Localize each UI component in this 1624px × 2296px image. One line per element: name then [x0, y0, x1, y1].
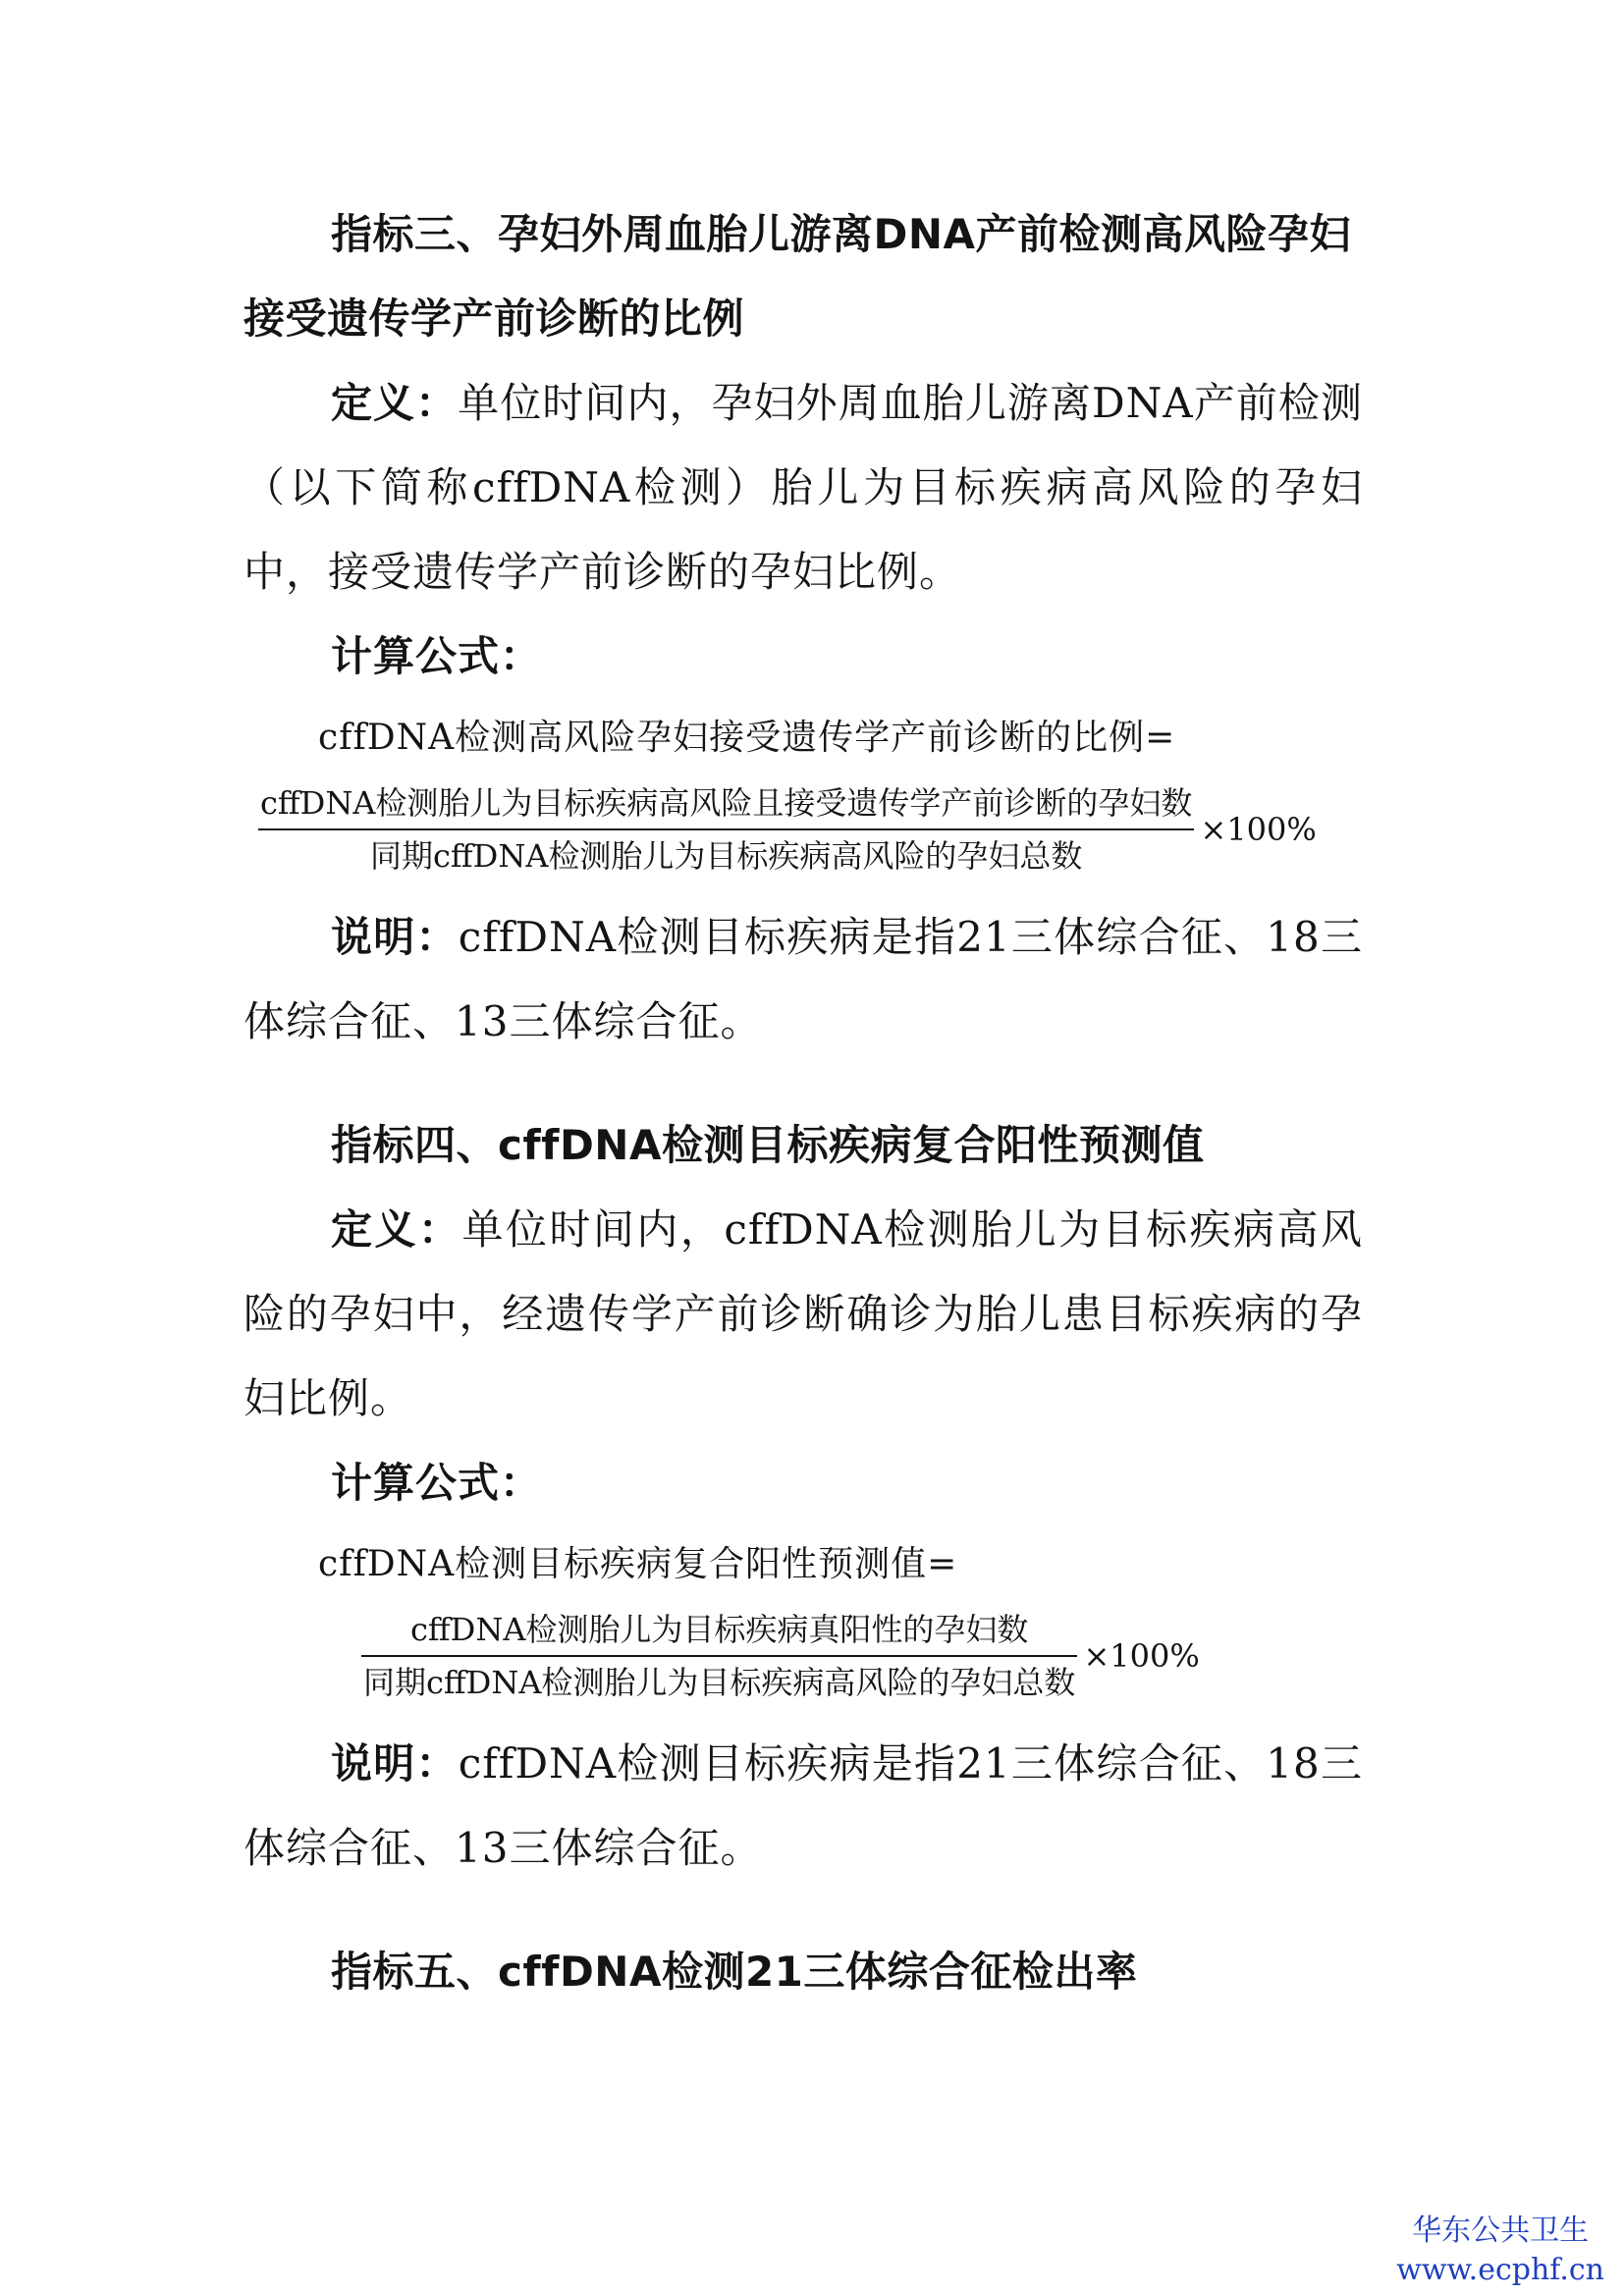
- section-gap: [244, 1891, 1363, 1930]
- note-text: cffDNA检测目标疾病是指21三体综合征、18三体综合征、13三体综合征。: [244, 1739, 1363, 1872]
- note-paragraph-3: [244, 895, 1363, 1064]
- formula-numerator: cffDNA检测胎儿为目标疾病高风险且接受遗传学产前诊断的孕妇数: [260, 784, 1193, 822]
- fraction-bar: [258, 828, 1194, 830]
- definition-text: 单位时间内，孕妇外周血胎儿游离DNA产前检测（以下简称cffDNA检测）胎儿为目标疾病高风险的孕妇中，接受遗传学产前诊断的孕妇比例。: [244, 379, 1363, 596]
- definition-lead: 定义：: [331, 379, 459, 427]
- note-text: cffDNA检测目标疾病是指21三体综合征、18三体综合征、13三体综合征。: [244, 913, 1363, 1045]
- formula-numerator: cffDNA检测胎儿为目标疾病真阳性的孕妇数: [410, 1611, 1029, 1648]
- section-gap: [244, 1064, 1363, 1103]
- definition-text: 单位时间内，cffDNA检测胎儿为目标疾病高风险的孕妇中，经遗传学产前诊断确诊为胎儿患目标疾病的孕妇比例。: [244, 1205, 1363, 1422]
- watermark-name: 华东公共卫生: [1412, 2214, 1590, 2248]
- formula-fraction-3: [258, 781, 1363, 878]
- definition-paragraph-4: [244, 1188, 1363, 1441]
- definition-paragraph-3: [244, 361, 1363, 614]
- section-heading-indicator-4: 指标四、cffDNA检测目标疾病复合阳性预测值: [331, 1121, 1205, 1169]
- site-watermark: [1396, 2212, 1604, 2290]
- formula-label-4: cffDNA检测目标疾病复合阳性预测值=: [318, 1544, 958, 1584]
- fraction: [258, 781, 1194, 878]
- note-paragraph-4: [244, 1722, 1363, 1891]
- document-page: [244, 192, 1363, 2014]
- formula-multiplier: ×100%: [1200, 811, 1317, 848]
- fraction-bar: [361, 1655, 1077, 1657]
- note-lead: 说明：: [331, 1739, 459, 1788]
- formula-denominator: 同期cffDNA检测胎儿为目标疾病高风险的孕妇总数: [370, 837, 1083, 875]
- formula-denominator: 同期cffDNA检测胎儿为目标疾病高风险的孕妇总数: [363, 1664, 1076, 1701]
- watermark-url: www.ecphf.cn: [1396, 2253, 1604, 2287]
- fraction: [361, 1608, 1077, 1704]
- definition-lead: 定义：: [331, 1205, 462, 1254]
- note-lead: 说明：: [331, 913, 459, 961]
- formula-label-3: cffDNA检测高风险孕妇接受遗传学产前诊断的比例=: [318, 718, 1176, 758]
- section-heading-indicator-5: 指标五、cffDNA检测21三体综合征检出率: [331, 1948, 1138, 1996]
- section-heading-indicator-3: 指标三、孕妇外周血胎儿游离DNA产前检测高风险孕妇接受遗传学产前诊断的比例: [244, 210, 1352, 343]
- formula-lead-4: 计算公式：: [331, 1459, 543, 1507]
- formula-multiplier: ×100%: [1083, 1637, 1200, 1675]
- formula-fraction-4: [361, 1608, 1363, 1704]
- formula-lead-3: 计算公式：: [331, 632, 543, 680]
